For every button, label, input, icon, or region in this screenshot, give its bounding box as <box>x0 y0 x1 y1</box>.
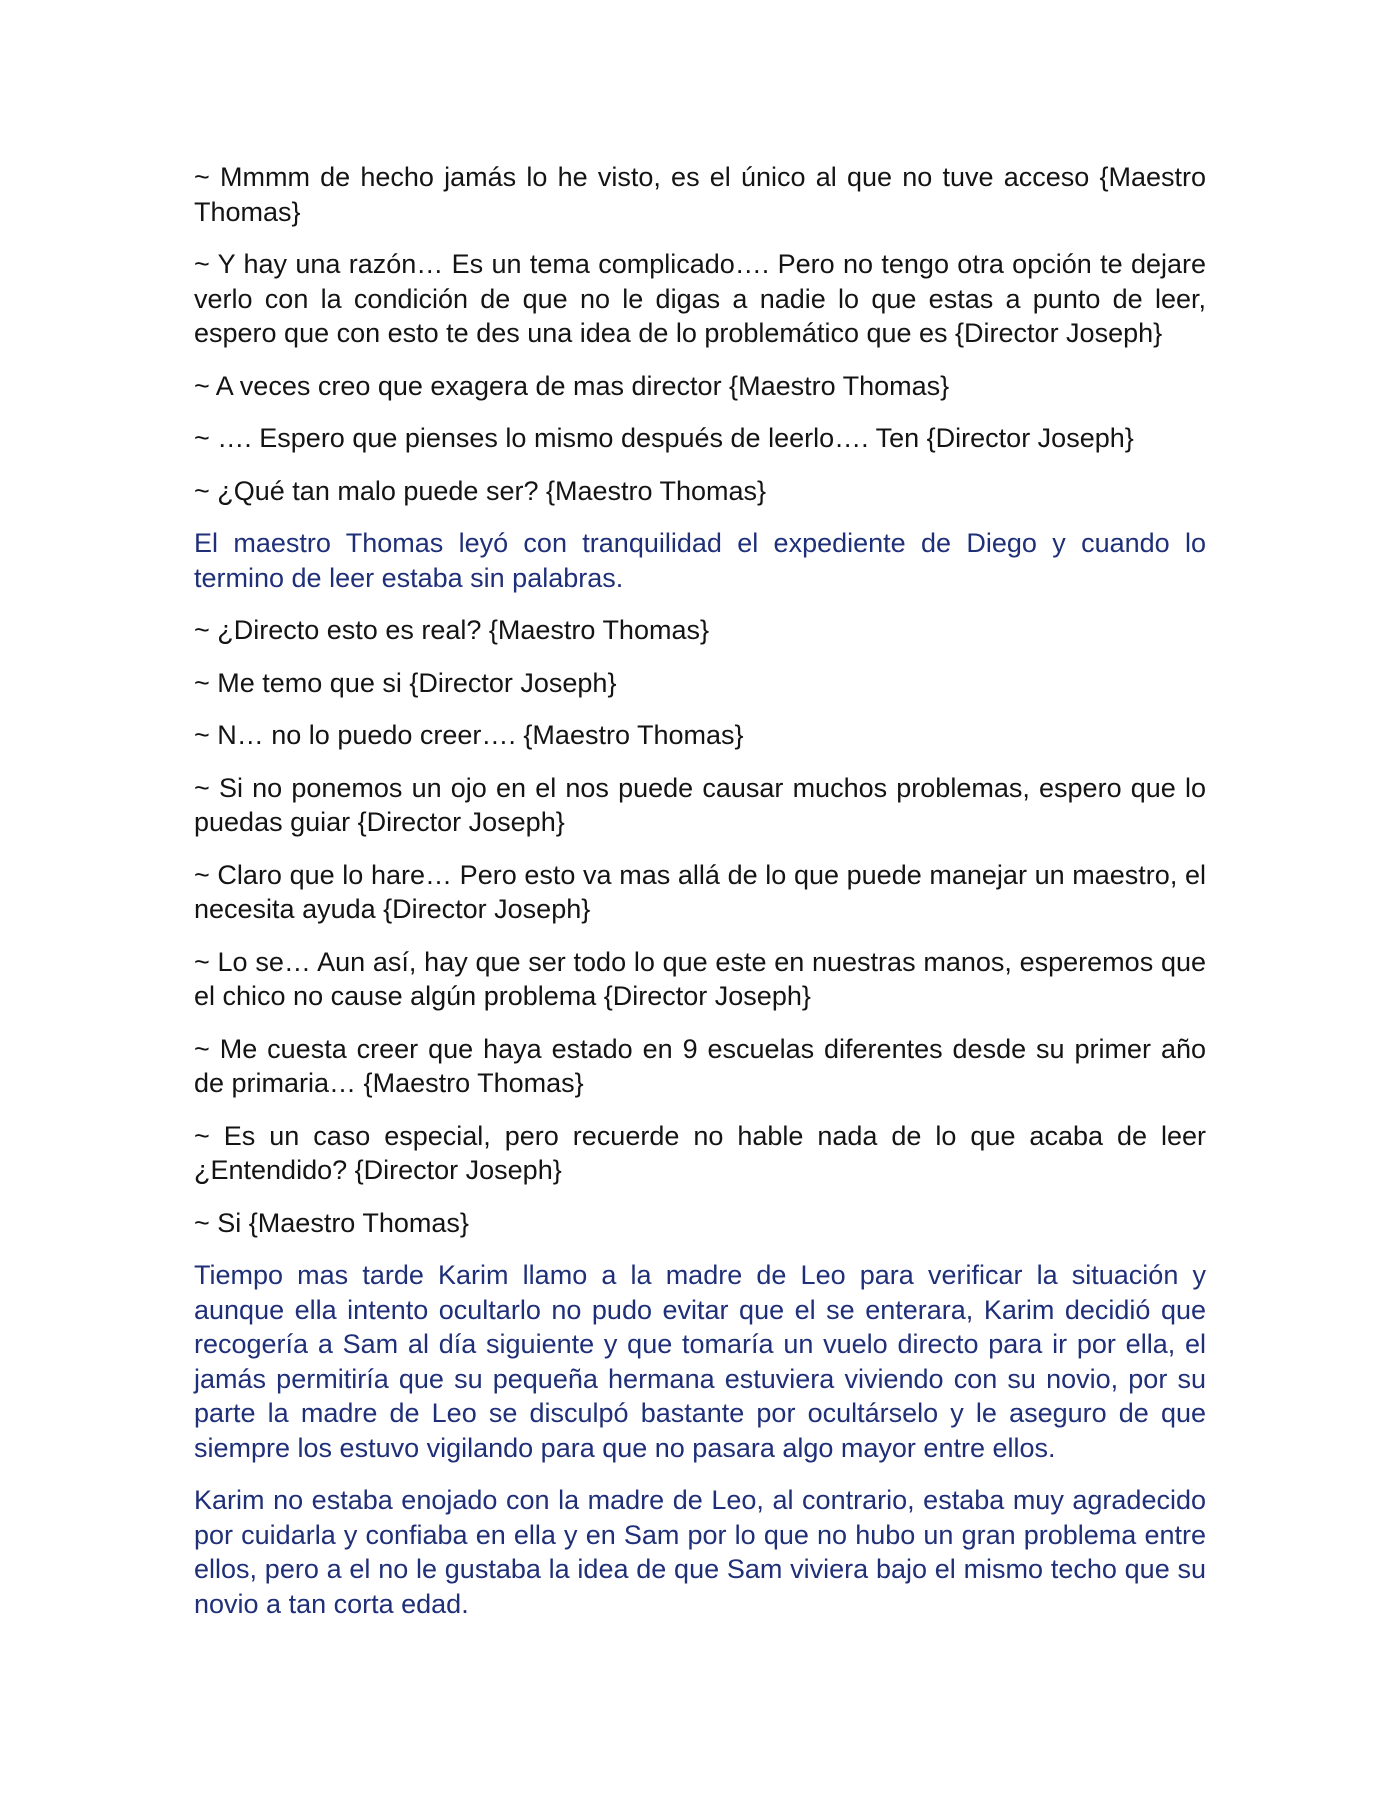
document-page <box>194 160 1206 1639</box>
dialogue-line: ~ N… no lo puedo creer…. {Maestro Thomas} <box>194 720 744 750</box>
dialogue-line: ~ Y hay una razón… Es un tema complicado…. Pero no tengo otra opción te dejare verlo con la condición de que no le digas a nadie lo que estas a punto de leer, espero que con esto te des una idea de lo problemático que es {Director Joseph} <box>194 249 1206 348</box>
dialogue-line: ~ Si no ponemos un ojo en el nos puede causar muchos problemas, espero que lo puedas guiar {Director Joseph} <box>194 772 1206 837</box>
dialogue-line: ~ Me temo que si {Director Joseph} <box>194 667 617 698</box>
dialogue-line: ~ ¿Directo esto es real? {Maestro Thomas} <box>194 615 709 645</box>
dialogue-line: ~ Mmmm de hecho jamás lo he visto, es el único al que no tuve acceso {Maestro Thomas} <box>194 162 1206 227</box>
dialogue-line: ~ A veces creo que exagera de mas director {Maestro Thomas} <box>194 370 950 401</box>
narration-paragraph: El maestro Thomas leyó con tranquilidad el expediente de Diego y cuando lo termino de leer estaba sin palabras. <box>194 528 1206 593</box>
dialogue-line: ~ Es un caso especial, pero recuerde no hable nada de lo que acaba de leer ¿Entendido? {Director Joseph} <box>194 1120 1206 1185</box>
narration-paragraph: Tiempo mas tarde Karim llamo a la madre de Leo para verificar la situación y aunque ella intento ocultarlo no pudo evitar que el se enterara, Karim decidió que recogería a Sam al día siguiente y que tomaría un vuelo directo para ir por ella, el jamás permitiría que su pequeña hermana estuviera viviendo con su novio, por su parte la madre de Leo se disculpó bastante por ocultárselo y le aseguro de que siempre los estuvo vigilando para que no pasara algo mayor entre ellos. <box>194 1260 1206 1463</box>
dialogue-line: ~ Lo se… Aun así, hay que ser todo lo que este en nuestras manos, esperemos que el chico no cause algún problema {Director Joseph} <box>194 946 1206 1011</box>
narration-paragraph: Karim no estaba enojado con la madre de Leo, al contrario, estaba muy agradecido por cuidarla y confiaba en ella y en Sam por lo que no hubo un gran problema entre ellos, pero a el no le gustaba la idea de que Sam viviera bajo el mismo techo que su novio a tan corta edad. <box>194 1485 1206 1619</box>
dialogue-line: ~ Me cuesta creer que haya estado en 9 escuelas diferentes desde su primer año de primaria… {Maestro Thomas} <box>194 1033 1206 1098</box>
dialogue-line: ~ Si {Maestro Thomas} <box>194 1207 469 1238</box>
dialogue-line: ~ Claro que lo hare… Pero esto va mas allá de lo que puede manejar un maestro, el necesita ayuda {Director Joseph} <box>194 859 1206 924</box>
dialogue-line: ~ …. Espero que pienses lo mismo después de leerlo…. Ten {Director Joseph} <box>194 423 1134 453</box>
dialogue-line: ~ ¿Qué tan malo puede ser? {Maestro Thomas} <box>194 475 767 506</box>
